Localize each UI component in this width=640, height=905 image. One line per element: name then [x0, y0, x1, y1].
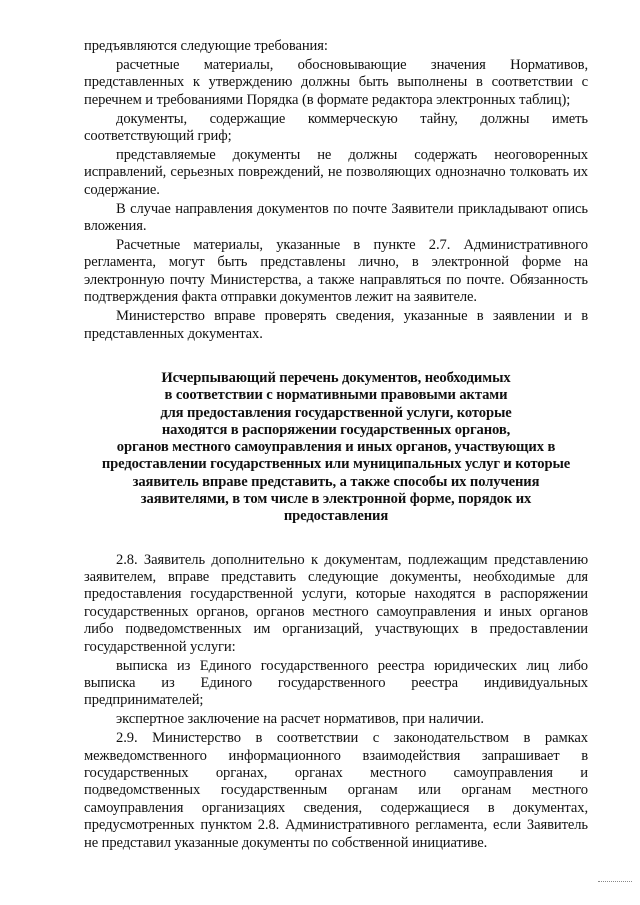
heading-line: Исчерпывающий перечень документов, необходимых: [161, 369, 511, 386]
heading-line: предоставлении государственных или муниципальных услуг и которые: [101, 456, 571, 473]
paragraph: выписка из Единого государственного реестра юридических лиц либо выписка из Единого государственного реестра индивидуальных предпринимателей;: [84, 657, 588, 709]
footer-dotted-mark: [598, 881, 632, 883]
heading-line: заявителями, в том числе в электронной форме, порядок их: [140, 490, 532, 507]
paragraph: предъявляются следующие требования:: [84, 38, 328, 54]
paragraph: В случае направления документов по почте Заявители прикладывают опись вложения.: [84, 200, 588, 235]
heading-line: заявитель вправе представить, а также способы их получения: [132, 473, 540, 490]
paragraph: экспертное заключение на расчет нормативов, при наличии.: [116, 711, 484, 728]
paragraph: документы, содержащие коммерческую тайну, должны иметь соответствующий гриф;: [84, 110, 588, 145]
heading-line: находятся в распоряжении государственных органов,: [161, 421, 511, 438]
paragraphs-top: [84, 38, 588, 343]
heading-line: предоставления: [283, 508, 389, 525]
document-page: [84, 38, 588, 852]
paragraph: 2.8. Заявитель дополнительно к документам, подлежащим представлению заявителем, вправе представить следующие документы, необходимые для предоставления государственной услуги, которые находятся в распоряжении государственных органов, органов местного самоуправления и иных органов либо подведомственных им организаций, участвующих в предоставлении государственной услуги:: [84, 551, 588, 655]
paragraph: 2.9. Министерство в соответствии с законодательством в рамках межведомственного информационного взаимодействия запрашивает в государственных органах, органах местного самоуправления и подведомственных государственным органам или органам местного самоуправления организациях сведения, содержащиеся в документах, предусмотренных пунктом 2.8. Административного регламента, если Заявитель не представил указанные документы по собственной инициативе.: [84, 730, 588, 851]
paragraph: представляемые документы не должны содержать неоговоренных исправлений, серьезных повреждений, не позволяющих однозначно толковать их содержание.: [84, 146, 588, 198]
section-heading: [84, 370, 588, 526]
heading-line: органов местного самоуправления и иных органов, участвующих в: [116, 439, 556, 456]
paragraph: Расчетные материалы, указанные в пункте 2.7. Административного регламента, могут быть представлены лично, в электронной форме на электронную почту Министерства, а также направляться по почте. Обязанность подтверждения факта отправки документов лежит на заявителе.: [84, 236, 588, 306]
paragraphs-bottom: [84, 552, 588, 852]
paragraph: расчетные материалы, обосновывающие значения Нормативов, представленных к утверждению должны быть выполнены в соответствии с перечнем и требованиями Порядка (в формате редактора электронных таблиц);: [84, 56, 588, 108]
heading-line: в соответствии с нормативными правовыми актами: [164, 387, 508, 404]
paragraph: Министерство вправе проверять сведения, указанные в заявлении и в представленных документах.: [84, 308, 588, 342]
heading-line: для предоставления государственной услуги, которые: [160, 404, 512, 421]
